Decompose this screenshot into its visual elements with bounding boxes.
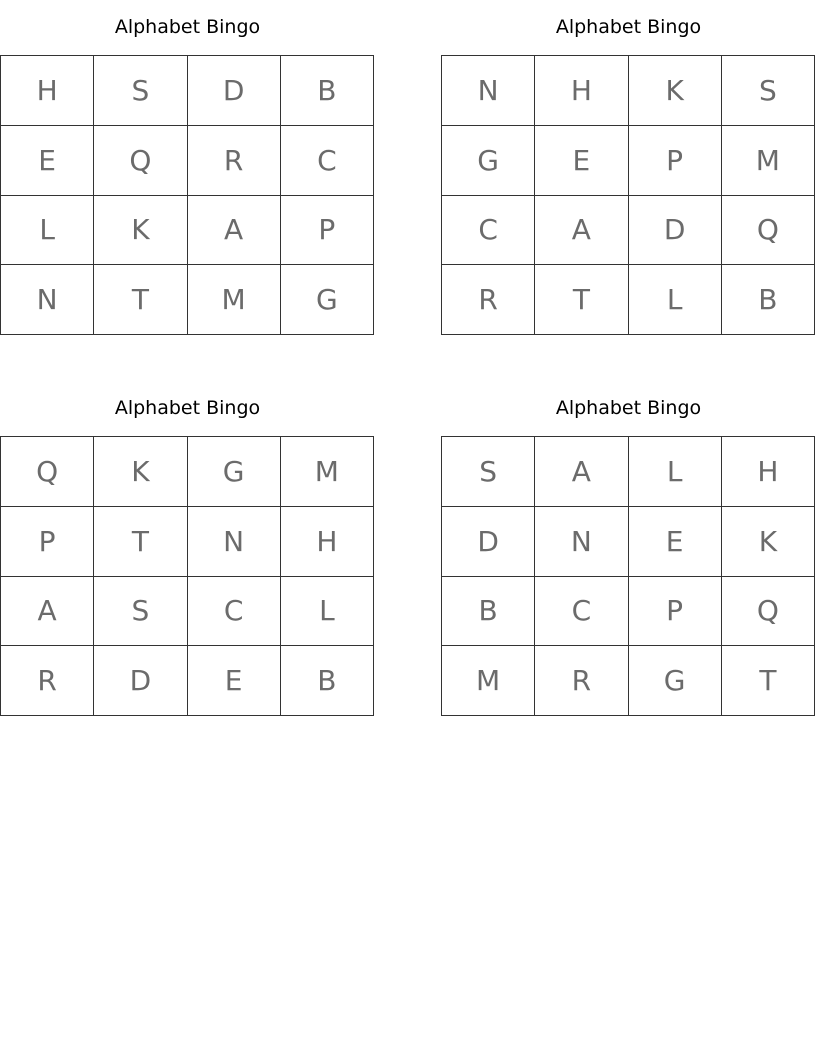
- card-title: Alphabet Bingo: [555, 16, 702, 38]
- bingo-cell: S: [722, 56, 815, 126]
- bingo-cell: S: [94, 56, 187, 126]
- bingo-grid: [441, 55, 815, 335]
- bingo-grid: [441, 436, 815, 716]
- bingo-cell: T: [94, 507, 187, 577]
- bingo-grid: [0, 436, 374, 716]
- bingo-cell: E: [188, 646, 281, 716]
- bingo-cell: R: [1, 646, 94, 716]
- bingo-cell: R: [535, 646, 628, 716]
- bingo-cell: C: [535, 577, 628, 647]
- bingo-cell: H: [722, 437, 815, 507]
- bingo-cell: D: [629, 196, 722, 266]
- bingo-cell: P: [281, 196, 374, 266]
- bingo-cell: N: [535, 507, 628, 577]
- bingo-cell: Q: [94, 126, 187, 196]
- bingo-cell: B: [281, 646, 374, 716]
- bingo-cell: E: [535, 126, 628, 196]
- bingo-cell: S: [94, 577, 187, 647]
- bingo-cell: C: [442, 196, 535, 266]
- bingo-cell: A: [188, 196, 281, 266]
- bingo-cell: L: [629, 265, 722, 335]
- bingo-cell: H: [1, 56, 94, 126]
- bingo-cell: L: [1, 196, 94, 266]
- bingo-cell: H: [535, 56, 628, 126]
- bingo-cell: D: [94, 646, 187, 716]
- bingo-cell: K: [722, 507, 815, 577]
- bingo-cell: N: [442, 56, 535, 126]
- bingo-cell: E: [629, 507, 722, 577]
- bingo-cell: A: [535, 196, 628, 266]
- card-title: Alphabet Bingo: [555, 397, 702, 419]
- bingo-cell: B: [281, 56, 374, 126]
- bingo-cell: M: [722, 126, 815, 196]
- bingo-cell: M: [442, 646, 535, 716]
- bingo-cell: M: [281, 437, 374, 507]
- bingo-cell: C: [188, 577, 281, 647]
- bingo-cell: T: [94, 265, 187, 335]
- bingo-cell: A: [535, 437, 628, 507]
- bingo-cell: G: [629, 646, 722, 716]
- bingo-cell: S: [442, 437, 535, 507]
- bingo-cell: P: [629, 126, 722, 196]
- bingo-cell: K: [629, 56, 722, 126]
- card-title: Alphabet Bingo: [114, 397, 261, 419]
- bingo-cell: G: [442, 126, 535, 196]
- bingo-cell: T: [722, 646, 815, 716]
- bingo-cell: K: [94, 196, 187, 266]
- bingo-cell: E: [1, 126, 94, 196]
- bingo-cell: P: [1, 507, 94, 577]
- bingo-cell: N: [188, 507, 281, 577]
- bingo-cell: B: [442, 577, 535, 647]
- bingo-cell: L: [281, 577, 374, 647]
- bingo-cell: Q: [1, 437, 94, 507]
- bingo-cell: C: [281, 126, 374, 196]
- bingo-cell: R: [188, 126, 281, 196]
- bingo-grid: [0, 55, 374, 335]
- bingo-cell: D: [442, 507, 535, 577]
- bingo-cell: T: [535, 265, 628, 335]
- bingo-cell: B: [722, 265, 815, 335]
- bingo-cell: P: [629, 577, 722, 647]
- bingo-cell: H: [281, 507, 374, 577]
- bingo-cell: D: [188, 56, 281, 126]
- bingo-cell: A: [1, 577, 94, 647]
- bingo-cell: Q: [722, 196, 815, 266]
- bingo-cell: L: [629, 437, 722, 507]
- bingo-cell: N: [1, 265, 94, 335]
- bingo-cell: G: [281, 265, 374, 335]
- bingo-cell: G: [188, 437, 281, 507]
- bingo-cell: R: [442, 265, 535, 335]
- bingo-cell: Q: [722, 577, 815, 647]
- card-title: Alphabet Bingo: [114, 16, 261, 38]
- bingo-cell: K: [94, 437, 187, 507]
- bingo-cell: M: [188, 265, 281, 335]
